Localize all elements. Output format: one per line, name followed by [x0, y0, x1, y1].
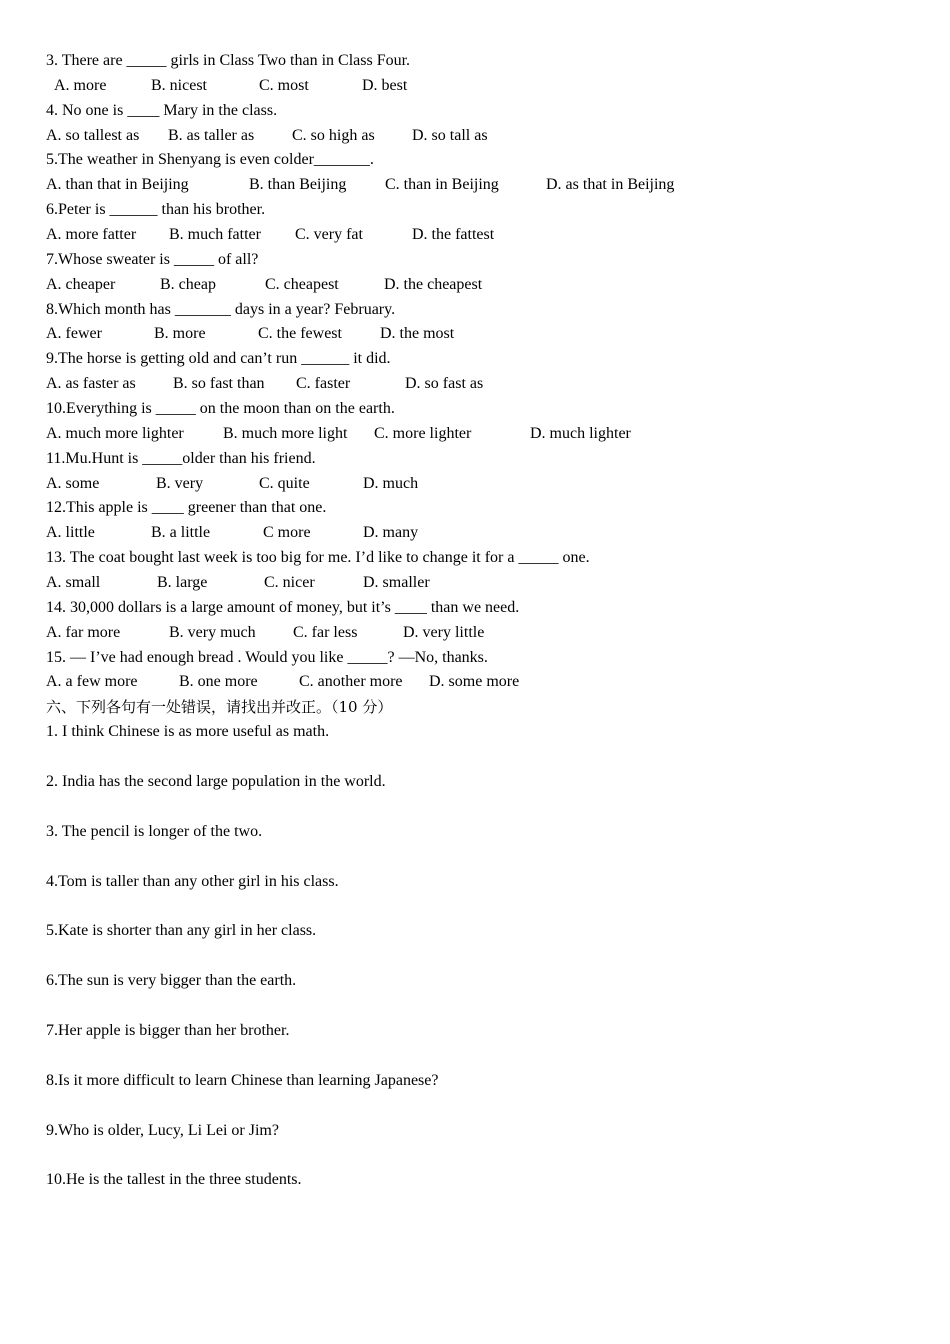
option-d: D. smaller: [363, 574, 430, 592]
option-b: B. as taller as: [168, 126, 255, 144]
option-d: D. much lighter: [530, 424, 631, 442]
question-10: 10.Everything is _____ on the moon than on the earth.: [46, 400, 395, 418]
options-11: [46, 472, 926, 497]
options-13: [46, 571, 926, 596]
section-6-title: 六、下列各句有一处错误，请找出并改正。（10 分）: [46, 698, 393, 717]
option-d: D. the most: [380, 325, 455, 343]
option-b: B. nicest: [151, 76, 207, 94]
option-c: C. cheapest: [265, 275, 339, 293]
option-d: D. much: [363, 474, 419, 492]
option-d: D. so tall as: [412, 126, 488, 144]
options-3: [46, 74, 926, 99]
option-c: C. more lighter: [374, 424, 472, 442]
question-4: 4. No one is ____ Mary in the class.: [46, 101, 278, 119]
options-12: [46, 521, 926, 546]
option-c: C. nicer: [264, 574, 315, 592]
option-d: D. the cheapest: [384, 275, 483, 293]
options-10: [46, 422, 926, 447]
option-d: D. so fast as: [405, 375, 484, 393]
question-5: 5.The weather in Shenyang is even colder_______.: [46, 151, 374, 169]
option-c: C. faster: [296, 375, 351, 393]
error-item-1: 1. I think Chinese is as more useful as math.: [46, 723, 330, 741]
question-13: 13. The coat bought last week is too big for me. I’d like to change it for a _____ one.: [46, 549, 590, 567]
option-c: C. very fat: [295, 226, 363, 244]
option-c: C. so high as: [292, 126, 375, 144]
option-d: D. very little: [403, 623, 485, 641]
error-item-7: 7.Her apple is bigger than her brother.: [46, 1021, 290, 1039]
option-a: A. so tallest as: [46, 126, 140, 144]
option-a: A. fewer: [46, 325, 102, 343]
option-c: C. another more: [299, 673, 403, 691]
options-9: [46, 372, 926, 397]
option-b: B. much fatter: [169, 226, 261, 244]
option-b: B. cheap: [160, 275, 216, 293]
option-b: B. very: [156, 474, 204, 492]
option-d: D. best: [362, 76, 408, 94]
option-a: A. as faster as: [46, 375, 136, 393]
option-a: A. than that in Beijing: [46, 176, 189, 194]
options-14: [46, 621, 926, 646]
question-3: 3. There are _____ girls in Class Two than in Class Four.: [46, 52, 411, 69]
option-b: B. more: [154, 325, 206, 343]
error-item-5: 5.Kate is shorter than any girl in her class.: [46, 922, 317, 940]
question-11: 11.Mu.Hunt is _____older than his friend.: [46, 449, 316, 467]
error-item-10: 10.He is the tallest in the three students.: [46, 1171, 302, 1189]
option-c: C. the fewest: [258, 325, 342, 343]
option-b: B. very much: [169, 623, 256, 641]
error-item-6: 6.The sun is very bigger than the earth.: [46, 972, 297, 990]
error-item-3: 3. The pencil is longer of the two.: [46, 822, 263, 840]
option-c: C. most: [259, 76, 309, 94]
option-b: B. much more light: [223, 424, 348, 442]
question-8: 8.Which month has _______ days in a year? February.: [46, 300, 396, 318]
option-a: A. small: [46, 574, 101, 592]
option-a: A. some: [46, 474, 100, 492]
error-item-9: 9.Who is older, Lucy, Li Lei or Jim?: [46, 1121, 279, 1139]
option-b: B. than Beijing: [249, 176, 347, 194]
option-d: D. as that in Beijing: [546, 176, 675, 194]
error-item-2: 2. India has the second large population in the world.: [46, 773, 386, 790]
error-item-4: 4.Tom is taller than any other girl in his class.: [46, 872, 339, 890]
option-c: C. far less: [293, 623, 358, 641]
question-6: 6.Peter is ______ than his brother.: [46, 201, 266, 219]
option-a: A. cheaper: [46, 275, 116, 293]
worksheet-page: [46, 49, 926, 1218]
error-item-8: 8.Is it more difficult to learn Chinese than learning Japanese?: [46, 1071, 439, 1089]
options-7: [46, 273, 926, 298]
options-5: [46, 173, 926, 198]
option-b: B. a little: [151, 524, 211, 542]
option-a: A. more fatter: [46, 226, 137, 244]
option-a: A. far more: [46, 623, 121, 641]
options-8: [46, 322, 926, 347]
options-15: [46, 670, 926, 695]
question-15: 15. — I’ve had enough bread . Would you like _____? —No, thanks.: [46, 648, 488, 666]
option-d: D. the fattest: [412, 226, 495, 244]
question-14: 14. 30,000 dollars is a large amount of money, but it’s ____ than we need.: [46, 598, 520, 616]
option-a: A. more: [54, 76, 107, 94]
option-b: B. large: [157, 574, 208, 592]
option-c: C more: [263, 524, 311, 542]
option-b: B. one more: [179, 673, 258, 691]
option-d: D. some more: [429, 673, 520, 691]
question-12: 12.This apple is ____ greener than that one.: [46, 499, 327, 517]
option-c: C. quite: [259, 474, 310, 492]
option-b: B. so fast than: [173, 375, 265, 393]
option-a: A. much more lighter: [46, 424, 184, 442]
options-6: [46, 223, 926, 248]
option-c: C. than in Beijing: [385, 176, 499, 194]
question-7: 7.Whose sweater is _____ of all?: [46, 250, 259, 268]
question-9: 9.The horse is getting old and can’t run ______ it did.: [46, 350, 391, 368]
option-a: A. a few more: [46, 673, 138, 691]
option-d: D. many: [363, 524, 419, 542]
options-4: [46, 124, 926, 149]
option-a: A. little: [46, 524, 95, 542]
